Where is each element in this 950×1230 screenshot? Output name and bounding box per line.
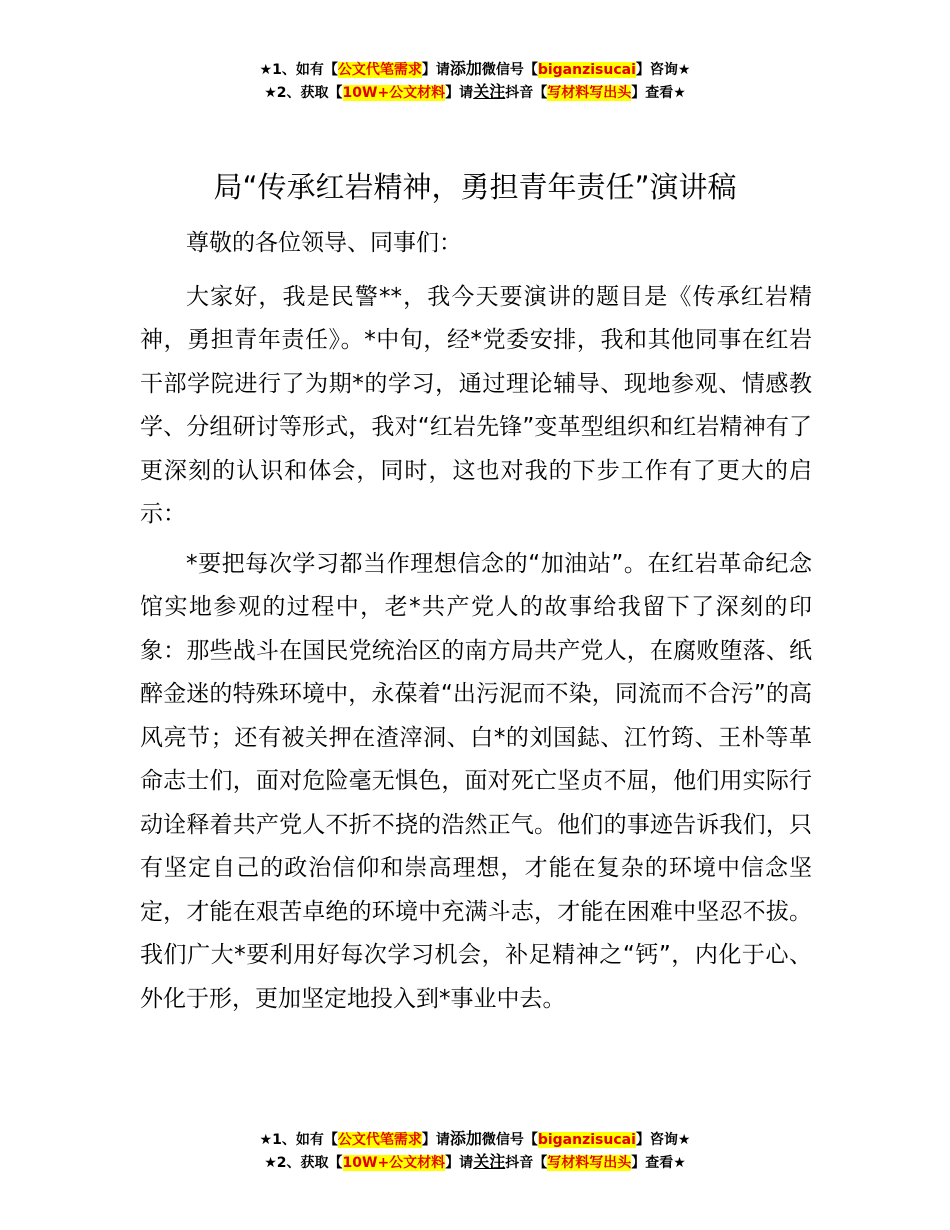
banner-text: 】查看★	[631, 1155, 686, 1171]
paragraph: *要把每次学习都当作理想信念的“加油站”。在红岩革命纪念馆实地参观的过程中，老*共产党人的故事给我留下了深刻的印象：那些战斗在国民党统治区的南方局共产党人，在腐败堕落、纸醉金迷的特殊环境中，永葆着“出污泥而不染，同流而不合污”的高风亮节；还有被关押在渣滓洞、白*的刘国鋕、江竹筠、王朴等革命志士们，面对危险毫无惧色，面对死亡坚贞不屈，他们用实际行动诠释着共产党人不折不挠的浩然正气。他们的事迹告诉我们，只有坚定自己的政治信仰和崇高理想，才能在复杂的环境中信念坚定，才能在艰苦卓绝的环境中充满斗志，才能在困难中坚忍不拔。我们广大*要利用好每次学习机会，补足精神之“钙”，内化于心、外化于形，更加坚定地投入到*事业中去。	[140, 550, 812, 1012]
banner-text: 微信号【	[481, 1132, 538, 1148]
banner-text: 微信号【	[481, 62, 538, 78]
banner-highlight: biganzisucai	[537, 1132, 636, 1148]
banner-text: 】查看★	[631, 85, 686, 101]
banner-text: ★1、如有【	[259, 62, 338, 78]
banner-text: ★1、如有【	[259, 1132, 338, 1148]
banner-line-1	[0, 58, 950, 81]
banner-text: 抖音【	[505, 85, 548, 101]
banner-highlight: 公文代笔需求	[337, 62, 422, 78]
footer-banner	[0, 1128, 950, 1174]
banner-highlight: biganzisucai	[537, 62, 636, 78]
banner-highlight: 10W+公文材料	[342, 1155, 446, 1171]
banner-line-2	[0, 81, 950, 104]
banner-emphasis: 添加	[449, 59, 482, 78]
banner-emphasis: 关注	[473, 1152, 506, 1171]
banner-highlight: 10W+公文材料	[342, 85, 446, 101]
banner-highlight: 公文代笔需求	[337, 1132, 422, 1148]
banner-emphasis: 添加	[449, 1129, 482, 1148]
banner-text: 】咨询★	[635, 1132, 691, 1148]
banner-text: 】请	[445, 1155, 474, 1171]
banner-highlight: 写材料写出头	[547, 85, 632, 101]
banner-line-2	[0, 1151, 950, 1174]
greeting: 尊敬的各位领导、同事们：	[186, 230, 462, 256]
banner-text: 】请	[421, 62, 450, 78]
banner-text: 】请	[421, 1132, 450, 1148]
banner-text: 】请	[445, 85, 474, 101]
banner-emphasis: 关注	[473, 82, 506, 101]
document-title: 局“传承红岩精神，勇担青年责任”演讲稿	[213, 170, 737, 204]
banner-line-1	[0, 1128, 950, 1151]
document-body	[140, 222, 812, 1027]
paragraph: 大家好，我是民警**，我今天要演讲的题目是《传承红岩精神，勇担青年责任》。*中旬，经*党委安排，我和其他同事在红岩干部学院进行了为期*的学习，通过理论辅导、现地参观、情感教学、分组研讨等形式，我对“红岩先锋”变革型组织和红岩精神有了更深刻的认识和体会，同时，这也对我的下步工作有了更大的启示：	[140, 283, 812, 527]
banner-text: 】咨询★	[635, 62, 691, 78]
banner-highlight: 写材料写出头	[547, 1155, 632, 1171]
header-banner	[0, 58, 950, 104]
banner-text: 抖音【	[505, 1155, 548, 1171]
banner-text: ★2、获取【	[264, 1155, 343, 1171]
banner-text: ★2、获取【	[264, 85, 343, 101]
